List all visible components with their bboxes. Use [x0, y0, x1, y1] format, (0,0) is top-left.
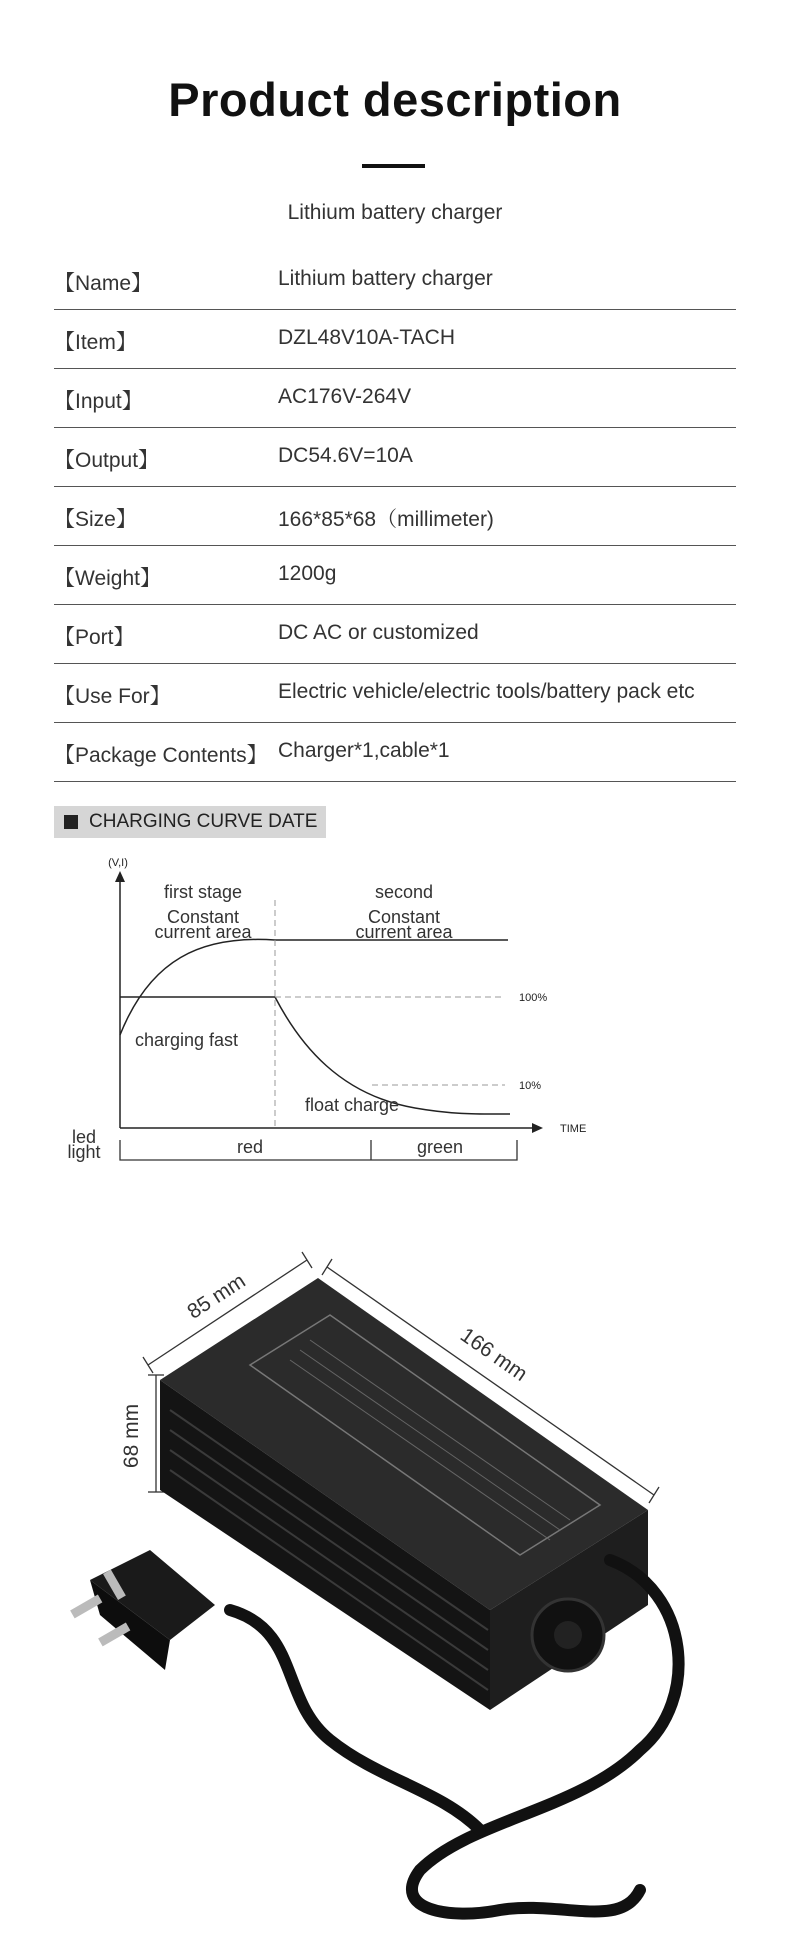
- stage2-title: second: [374, 882, 434, 902]
- dim-depth-label: 85 mm: [183, 1269, 250, 1324]
- spec-label: 【Name】: [54, 272, 153, 295]
- spec-label: 【Use For】: [54, 685, 171, 708]
- spec-value: 1200g: [278, 562, 337, 585]
- spec-label: 【Input】: [54, 390, 143, 413]
- spec-row-weight: [54, 546, 736, 605]
- spec-row-package: [54, 723, 736, 782]
- stage2-line3: current area: [355, 922, 453, 942]
- stage2-line2: Constant: [367, 907, 441, 927]
- section-title: CHARGING CURVE DATE: [89, 811, 318, 832]
- spec-table: [54, 251, 736, 782]
- spec-row-size: [54, 487, 736, 546]
- level-100-label: 100%: [519, 992, 548, 1004]
- spec-value: AC176V-264V: [278, 385, 412, 408]
- spec-value: DC AC or customized: [278, 621, 479, 644]
- spec-label: 【Package Contents】: [54, 744, 268, 767]
- spec-label: 【Weight】: [54, 567, 161, 590]
- stage1-line3: current area: [154, 922, 252, 942]
- spec-label: 【Output】: [54, 449, 160, 472]
- led-label-1: led: [71, 1127, 97, 1147]
- spec-row-port: [54, 605, 736, 664]
- fast-label: charging fast: [135, 1030, 239, 1050]
- title-underline: [362, 164, 425, 168]
- spec-row-item: [54, 310, 736, 369]
- square-icon: [64, 815, 78, 829]
- spec-label: 【Item】: [54, 331, 137, 354]
- spec-row-output: [54, 428, 736, 487]
- spec-label: 【Port】: [54, 626, 135, 649]
- section-tag: [54, 806, 326, 838]
- spec-row-use-for: [54, 664, 736, 723]
- led-label-2: light: [67, 1142, 101, 1162]
- spec-label: 【Size】: [54, 508, 137, 531]
- y-axis-arrow: [115, 871, 125, 882]
- spec-row-name: [54, 251, 736, 310]
- spec-value: Charger*1,cable*1: [278, 739, 450, 762]
- voltage-curve: [120, 939, 508, 1035]
- spec-value: 166*85*68（millimeter): [278, 508, 494, 531]
- y-axis-label: (V,I): [108, 857, 128, 869]
- level-10-label: 10%: [519, 1080, 542, 1092]
- charger-product-image: [0, 1230, 790, 1930]
- stage1-line2: Constant: [166, 907, 240, 927]
- float-label: float charge: [305, 1095, 400, 1115]
- plug-pin: [70, 1595, 102, 1619]
- x-axis-arrow: [532, 1123, 543, 1133]
- spec-value: Electric vehicle/electric tools/battery pack etc: [278, 680, 695, 703]
- stage1-title: first stage: [163, 882, 243, 902]
- spec-value: Lithium battery charger: [278, 267, 493, 290]
- charging-curve-chart: [0, 840, 790, 1170]
- dim-length-label: 166 mm: [456, 1323, 532, 1386]
- spec-value: DZL48V10A-TACH: [278, 326, 456, 349]
- led-red-label: red: [236, 1137, 264, 1157]
- dim-height-label: 68 mm: [120, 1403, 143, 1469]
- page-title: Product description: [168, 73, 622, 126]
- led-green-label: green: [416, 1137, 464, 1157]
- x-axis-label: TIME: [560, 1123, 587, 1135]
- spec-value: DC54.6V=10A: [278, 444, 413, 467]
- spec-row-input: [54, 369, 736, 428]
- page-subtitle: Lithium battery charger: [287, 201, 503, 224]
